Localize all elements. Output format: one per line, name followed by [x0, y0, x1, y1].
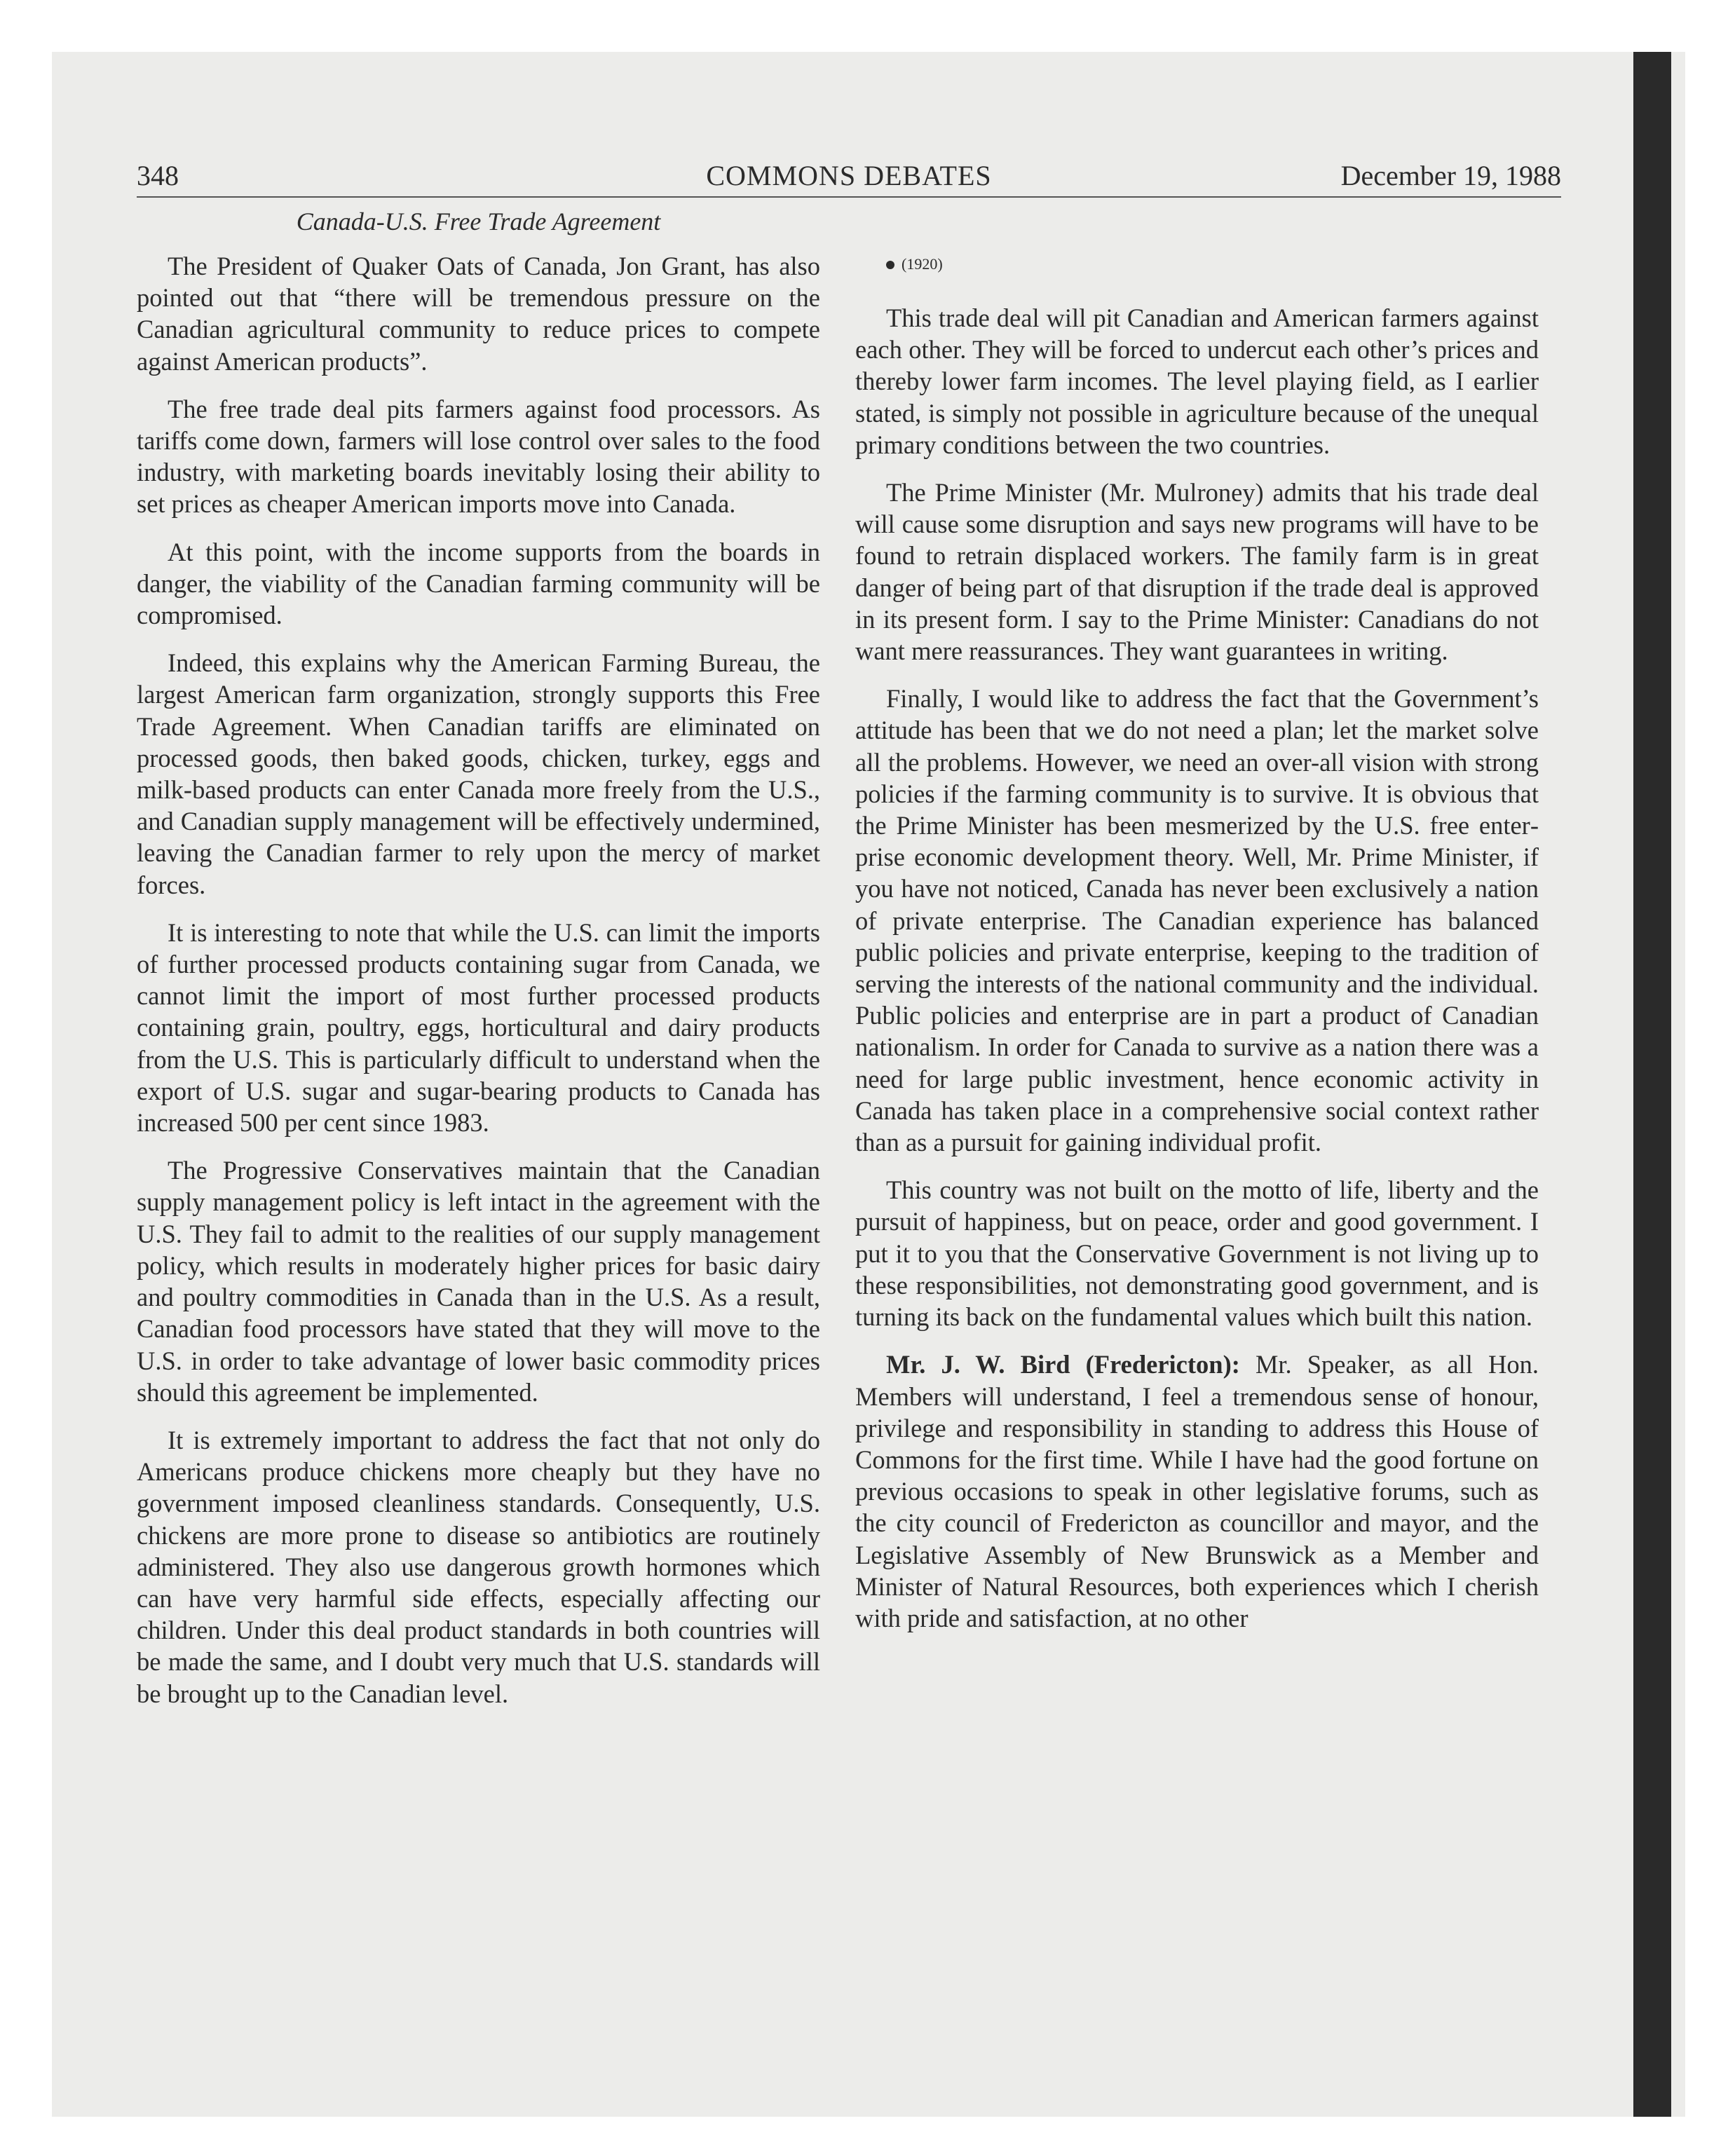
paragraph: This country was not built on the motto of life, liberty and the pursuit of happiness, but on peace, order and good government. I put it to you that the Conservative Government is not living up to these responsibilities, not demonstrating good government, and is turning its back on the fundamental values which built this nation. — [855, 1175, 1539, 1332]
speech-text: Mr. Speaker, as all Hon. Members will understand, I feel a tremendous sense of honour, privilege and responsibility in standing to address this House of Commons for the first time. While I have had the good fortune on previous occasions to speak in other legislative forums, such as the city council of Fredericton as councillor and mayor, and the Legislative Assembly of New Brunswick as a Member and Minister of Natural Resources, both experiences which I cherish with pride and satisfaction, at no other — [855, 1350, 1539, 1632]
paragraph: The Prime Minister (Mr. Mulroney) admits that his trade deal will cause some disruption and says new programs will have to be found to retrain displaced workers. The family farm is in great danger of being part of that disruption if the trade deal is approved in its present form. I say to the Prime Minister: Canadians do not want mere reassurances. They want guarantees in writing. — [855, 478, 1539, 666]
time-marker-text: (1920) — [901, 255, 943, 273]
paragraph: Indeed, this explains why the American Farming Bureau, the largest American farm organization, strongly supports this Free Trade Agreement. When Canadian tariffs are eliminated on processed goods, then baked goods, chicken, turkey, eggs and milk-based products can enter Canada more freely from the U.S., and Canadian supply management will be effectively undermined, leaving the Canadian farmer to rely upon the mercy of market forces. — [137, 648, 820, 899]
paragraph: Finally, I would like to address the fact that the Government’s attitude has been that we do not need a plan; let the market solve all the problems. However, we need an over-all vision with strong policies if the farming community is to survive. It is obvious that the Prime Minister has been mesmerized by the U.S. free enterprise economic development theory. Well, Mr. Prime Minister, if you have not noticed, Canada has never been exclusively a nation of private enterprise. The Canadian experience has balanced public policies and private enterprise, keeping to the tradition of serving the interests of the national community and the individual. Public policies and enterprise are in part a product of Canadian nationalism. In order for Canada to survive as a nation there was a need for large public investment, hence economic activity in Canada has taken place in a comprehensive social context rather than as a pursuit for gaining individual profit. — [855, 684, 1539, 1157]
paragraph: This trade deal will pit Canadian and American farmers against each other. They will be forced to undercut each other’s prices and thereby lower farm incomes. The level playing field, as I earlier stated, is simply not possible in agriculture because of the unequal primary conditions between the two countries. — [855, 303, 1539, 459]
speech-paragraph — [855, 1349, 1539, 1634]
page-number: 348 — [137, 160, 179, 191]
paragraph: It is interesting to note that while the U.S. can limit the imports of further processed products containing sugar from Canada, we cannot limit the import of most further processed products containing grain, poultry, eggs, horticultural and dairy products from the U.S. This is particularly difficult to understand when the export of U.S. sugar and sugar-bearing products to Canada has increased 500 per cent since 1983. — [137, 917, 820, 1138]
paragraph: The President of Quaker Oats of Canada, Jon Grant, has also pointed out that “there will be tremendous pressure on the Canadian agricultural community to reduce prices to compete against American products”. — [137, 252, 820, 376]
right-column — [855, 250, 1539, 1650]
time-marker — [855, 250, 1539, 278]
bullet-icon — [886, 261, 894, 269]
paragraph: The Progressive Conservatives maintain that the Canadian supply management policy is left intact in the agreement with the U.S. They fail to admit to the realities of our supply management policy, which results in moderately higher prices for basic dairy and poultry commodities in Canada than in the U.S. As a result, Canadian food processors have stated that they will move to the U.S. in order to take advantage of lower basic commodity prices should this agreement be implemented. — [137, 1156, 820, 1407]
scan-edge-shadow — [1633, 52, 1671, 2117]
header-date: December 19, 1988 — [1340, 160, 1561, 191]
paragraph: At this point, with the income supports from the boards in danger, the viability of the Canadian farming community will be compromised. — [137, 537, 820, 630]
paragraph: The free trade deal pits farmers against food processors. As tariffs come down, farmers will lose control over sales to the food industry, with marketing boards inevitably losing their ability to set prices as cheaper American imports move into Canada. — [137, 394, 820, 519]
paragraph: It is extremely important to address the fact that not only do Americans produce chickens more cheaply but they have no government imposed cleanliness standards. Consequently, U.S. chickens are more prone to disease so antibiotics are routinely administered. They also use dangerous growth hormones which can have very harmful side effects, especially affecting our children. Under this deal product standards in both countries will be made the same, and I doubt very much that U.S. standards will be brought up to the Canadian level. — [137, 1425, 820, 1708]
speaker-name: Mr. J. W. Bird (Fredericton): — [886, 1350, 1240, 1379]
publication-title: COMMONS DEBATES — [706, 160, 992, 191]
page-header — [137, 156, 1561, 198]
running-title: Canada-U.S. Free Trade Agreement — [296, 207, 661, 236]
left-column — [137, 250, 820, 1726]
